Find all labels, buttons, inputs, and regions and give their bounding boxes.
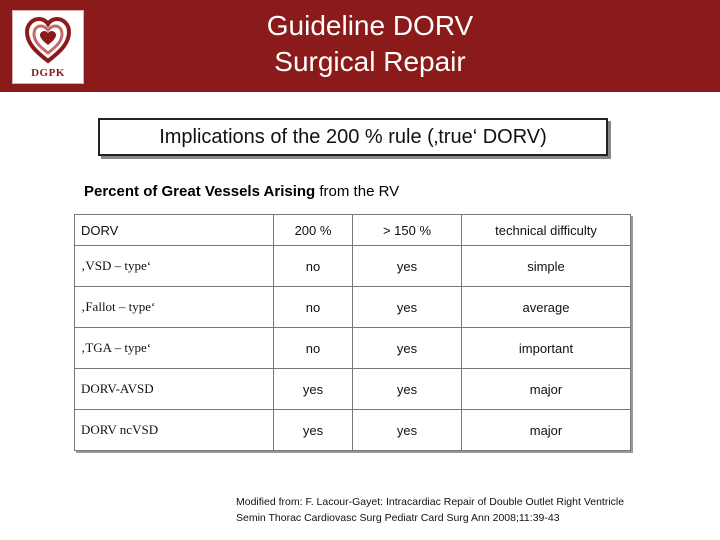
dgpk-logo: [12, 10, 84, 84]
logo-text: DGPK: [31, 67, 65, 79]
table-cell: yes: [353, 410, 462, 451]
table-cell: DORV ncVSD: [75, 410, 274, 451]
header-cell: > 150 %: [353, 215, 462, 246]
header-cell: 200 %: [274, 215, 353, 246]
table-cell: ‚VSD – type‘: [75, 246, 274, 287]
table-row: [75, 410, 631, 451]
table-cell: average: [462, 287, 631, 328]
table-cell: ‚Fallot – type‘: [75, 287, 274, 328]
section-heading: [84, 183, 399, 200]
table-cell: yes: [353, 246, 462, 287]
table-cell: DORV-AVSD: [75, 369, 274, 410]
title-line-2: Surgical Repair: [274, 46, 466, 77]
table-cell: yes: [353, 369, 462, 410]
table-cell: yes: [353, 287, 462, 328]
table-row: [75, 369, 631, 410]
footnote: [236, 494, 624, 526]
footnote-line-1: Modified from: F. Lacour-Gayet: Intracardiac Repair of Double Outlet Right Ventricle: [236, 496, 625, 508]
table-cell: yes: [274, 410, 353, 451]
table-row: [75, 287, 631, 328]
table-cell: major: [462, 369, 631, 410]
section-heading-bold: Percent of Great Vessels Arising: [84, 183, 316, 200]
title-line-1: Guideline DORV: [266, 10, 474, 41]
header-banner: [0, 0, 720, 92]
table-header-row: [75, 215, 631, 246]
page-title: [190, 8, 550, 80]
header-cell: technical difficulty: [462, 215, 631, 246]
table-cell: ‚TGA – type‘: [75, 328, 274, 369]
table-cell: important: [462, 328, 631, 369]
heart-logo-icon: [25, 15, 71, 65]
dorv-table: [74, 214, 631, 451]
table-cell: simple: [462, 246, 631, 287]
table-cell: yes: [274, 369, 353, 410]
table-cell: no: [274, 328, 353, 369]
table-row: [75, 328, 631, 369]
section-heading-rest: from the RV: [315, 183, 400, 200]
subtitle-box: Implications of the 200 % rule (‚true‘ DORV): [98, 118, 608, 156]
footnote-line-2: Semin Thorac Cardiovasc Surg Pediatr Card Surg Ann 2008;11:39-43: [236, 512, 560, 524]
table-cell: no: [274, 246, 353, 287]
table-row: [75, 246, 631, 287]
table-cell: no: [274, 287, 353, 328]
table-cell: major: [462, 410, 631, 451]
table-cell: yes: [353, 328, 462, 369]
header-cell: DORV: [75, 215, 274, 246]
